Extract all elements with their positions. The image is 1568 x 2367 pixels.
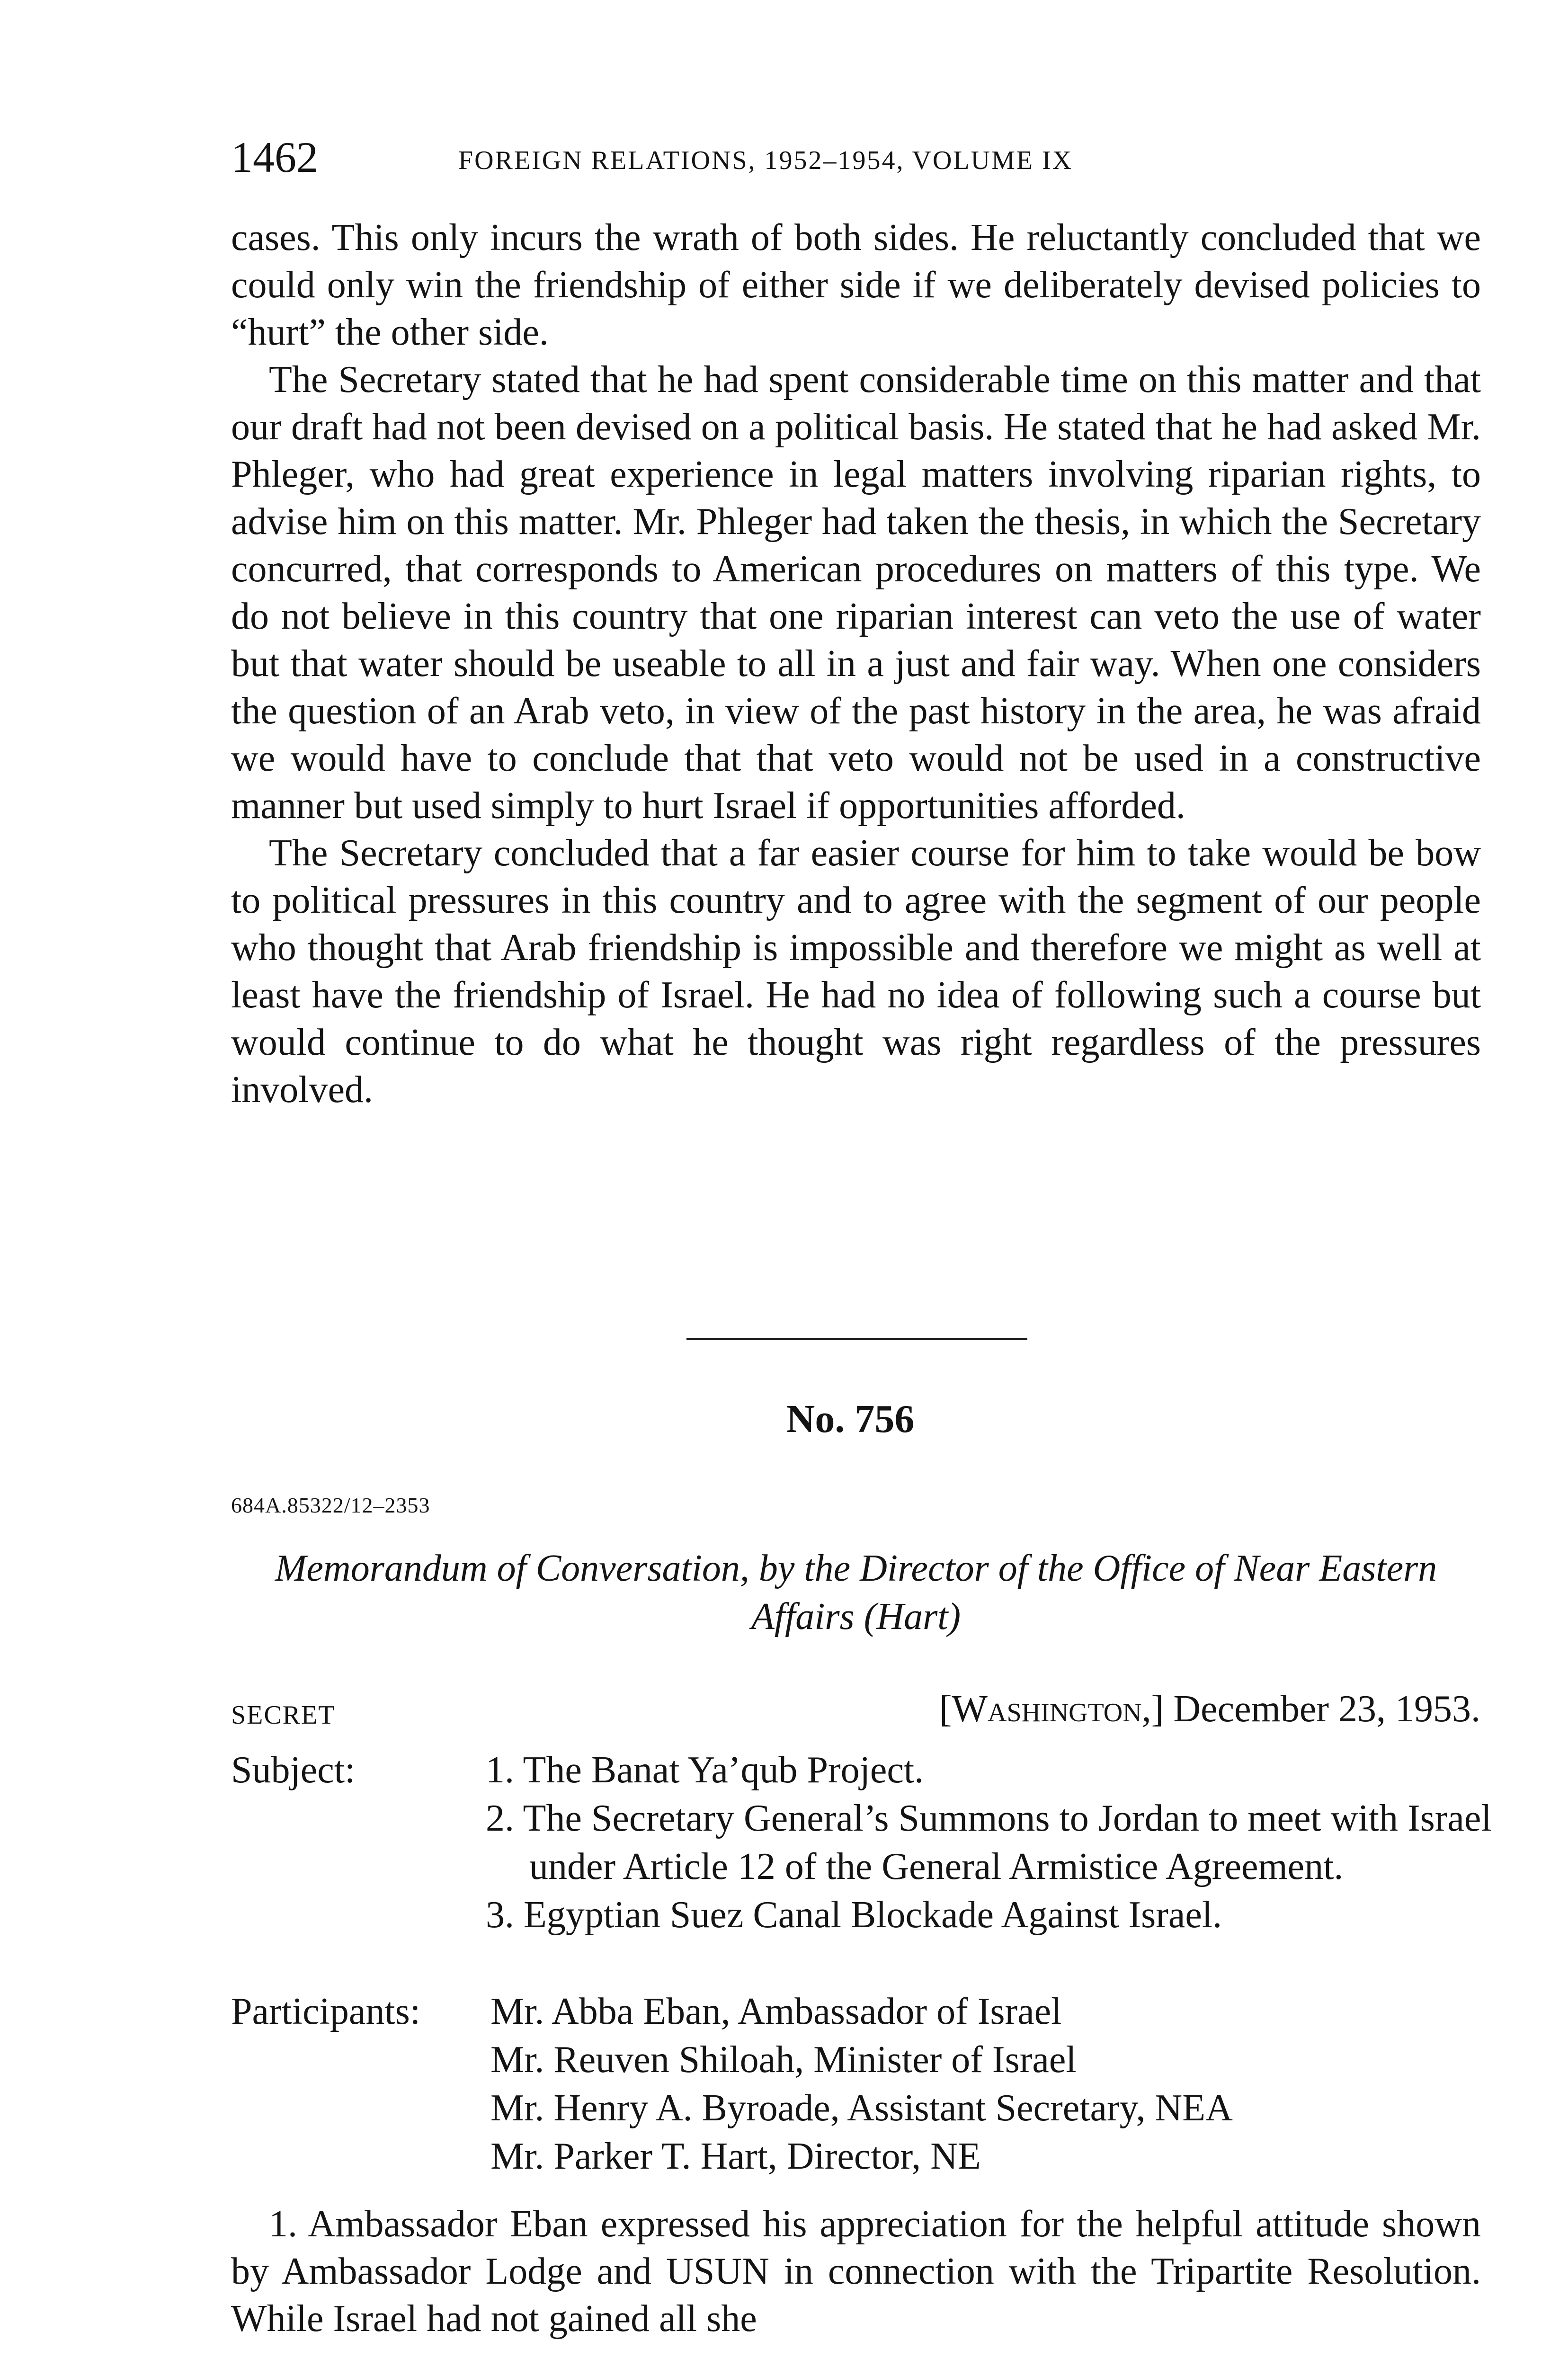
document-number: No. 756 <box>786 1397 915 1441</box>
dateline <box>939 1685 1480 1733</box>
dateline-place: [Washington,] <box>939 1688 1164 1730</box>
page-header <box>231 133 1500 181</box>
subject-label: Subject: <box>231 1749 356 1791</box>
dateline-date: December 23, 1953. <box>1173 1688 1480 1730</box>
paragraph: The Secretary stated that he had spent considerable time on this matter and that our draft had not been devised on a political basis. He stated that he had asked Mr. Phleger, who had great experience in legal matters involving riparian rights, to advise him on this matter. Mr. Phleger had taken the thesis, in which the Secretary concurred, that corresponds to American procedures on matters of this type. We do not believe in this country that one riparian interest can veto the use of water but that water should be useable to all in a just and fair way. When one considers the question of an Arab veto, in view of the past history in the area, he was afraid we would have to conclude that that veto would not be used in a constructive manner but used simply to hurt Israel if opportunities afforded. <box>231 359 1481 827</box>
page-number: 1462 <box>231 133 318 181</box>
participant-item: Mr. Abba Eban, Ambassador of Israel <box>490 1991 1062 2032</box>
section-divider <box>686 1338 1027 1340</box>
paragraph: The Secretary concluded that a far easier course for him to take would be bow to political pressures in this country and to agree with the segment of our people who thought that Arab friendship is impossible and therefore we might as well at least have the friendship of Israel. He had no idea of following such a course but would continue to do what he thought was right regardless of the pressures involved. <box>231 832 1481 1111</box>
participant-item: Mr. Reuven Shiloah, Minister of Israel <box>490 2039 1077 2081</box>
participant-item: Mr. Parker T. Hart, Director, NE <box>490 2136 981 2177</box>
file-reference: 684A.85322/12–2353 <box>231 1493 430 1517</box>
participant-item: Mr. Henry A. Byroade, Assistant Secretary, NEA <box>490 2087 1233 2129</box>
participants-label: Participants: <box>231 1991 420 2032</box>
participants-list <box>490 1987 1523 2180</box>
opening-paragraph: 1. Ambassador Eban expressed his appreciation for the helpful attitude shown by Ambassador Lodge and USUN in connection with the Tripartite Resolution. While Israel had not gained all she <box>231 2203 1481 2340</box>
subject-item: 3. Egyptian Suez Canal Blockade Against Israel. <box>486 1894 1222 1936</box>
continued-text <box>231 214 1481 1113</box>
subject-list <box>486 1746 1518 1939</box>
running-head: FOREIGN RELATIONS, 1952–1954, VOLUME IX <box>458 146 1073 175</box>
document-title: Memorandum of Conversation, by the Director of the Office of Near Eastern Affairs (Hart) <box>275 1548 1437 1637</box>
subject-item: 1. The Banat Ya’qub Project. <box>486 1749 924 1791</box>
participants-block <box>231 1987 1509 2186</box>
subject-item: 2. The Secretary General’s Summons to Jordan to meet with Israel under Article 12 of the General Armistice Agreement. <box>486 1797 1492 1887</box>
subject-block <box>231 1746 1509 1987</box>
classification-label: SECRET <box>231 1700 336 1730</box>
paragraph: cases. This only incurs the wrath of both sides. He reluctantly concluded that we could only win the friendship of either side if we deliberately devised policies to “hurt” the other side. <box>231 217 1481 353</box>
